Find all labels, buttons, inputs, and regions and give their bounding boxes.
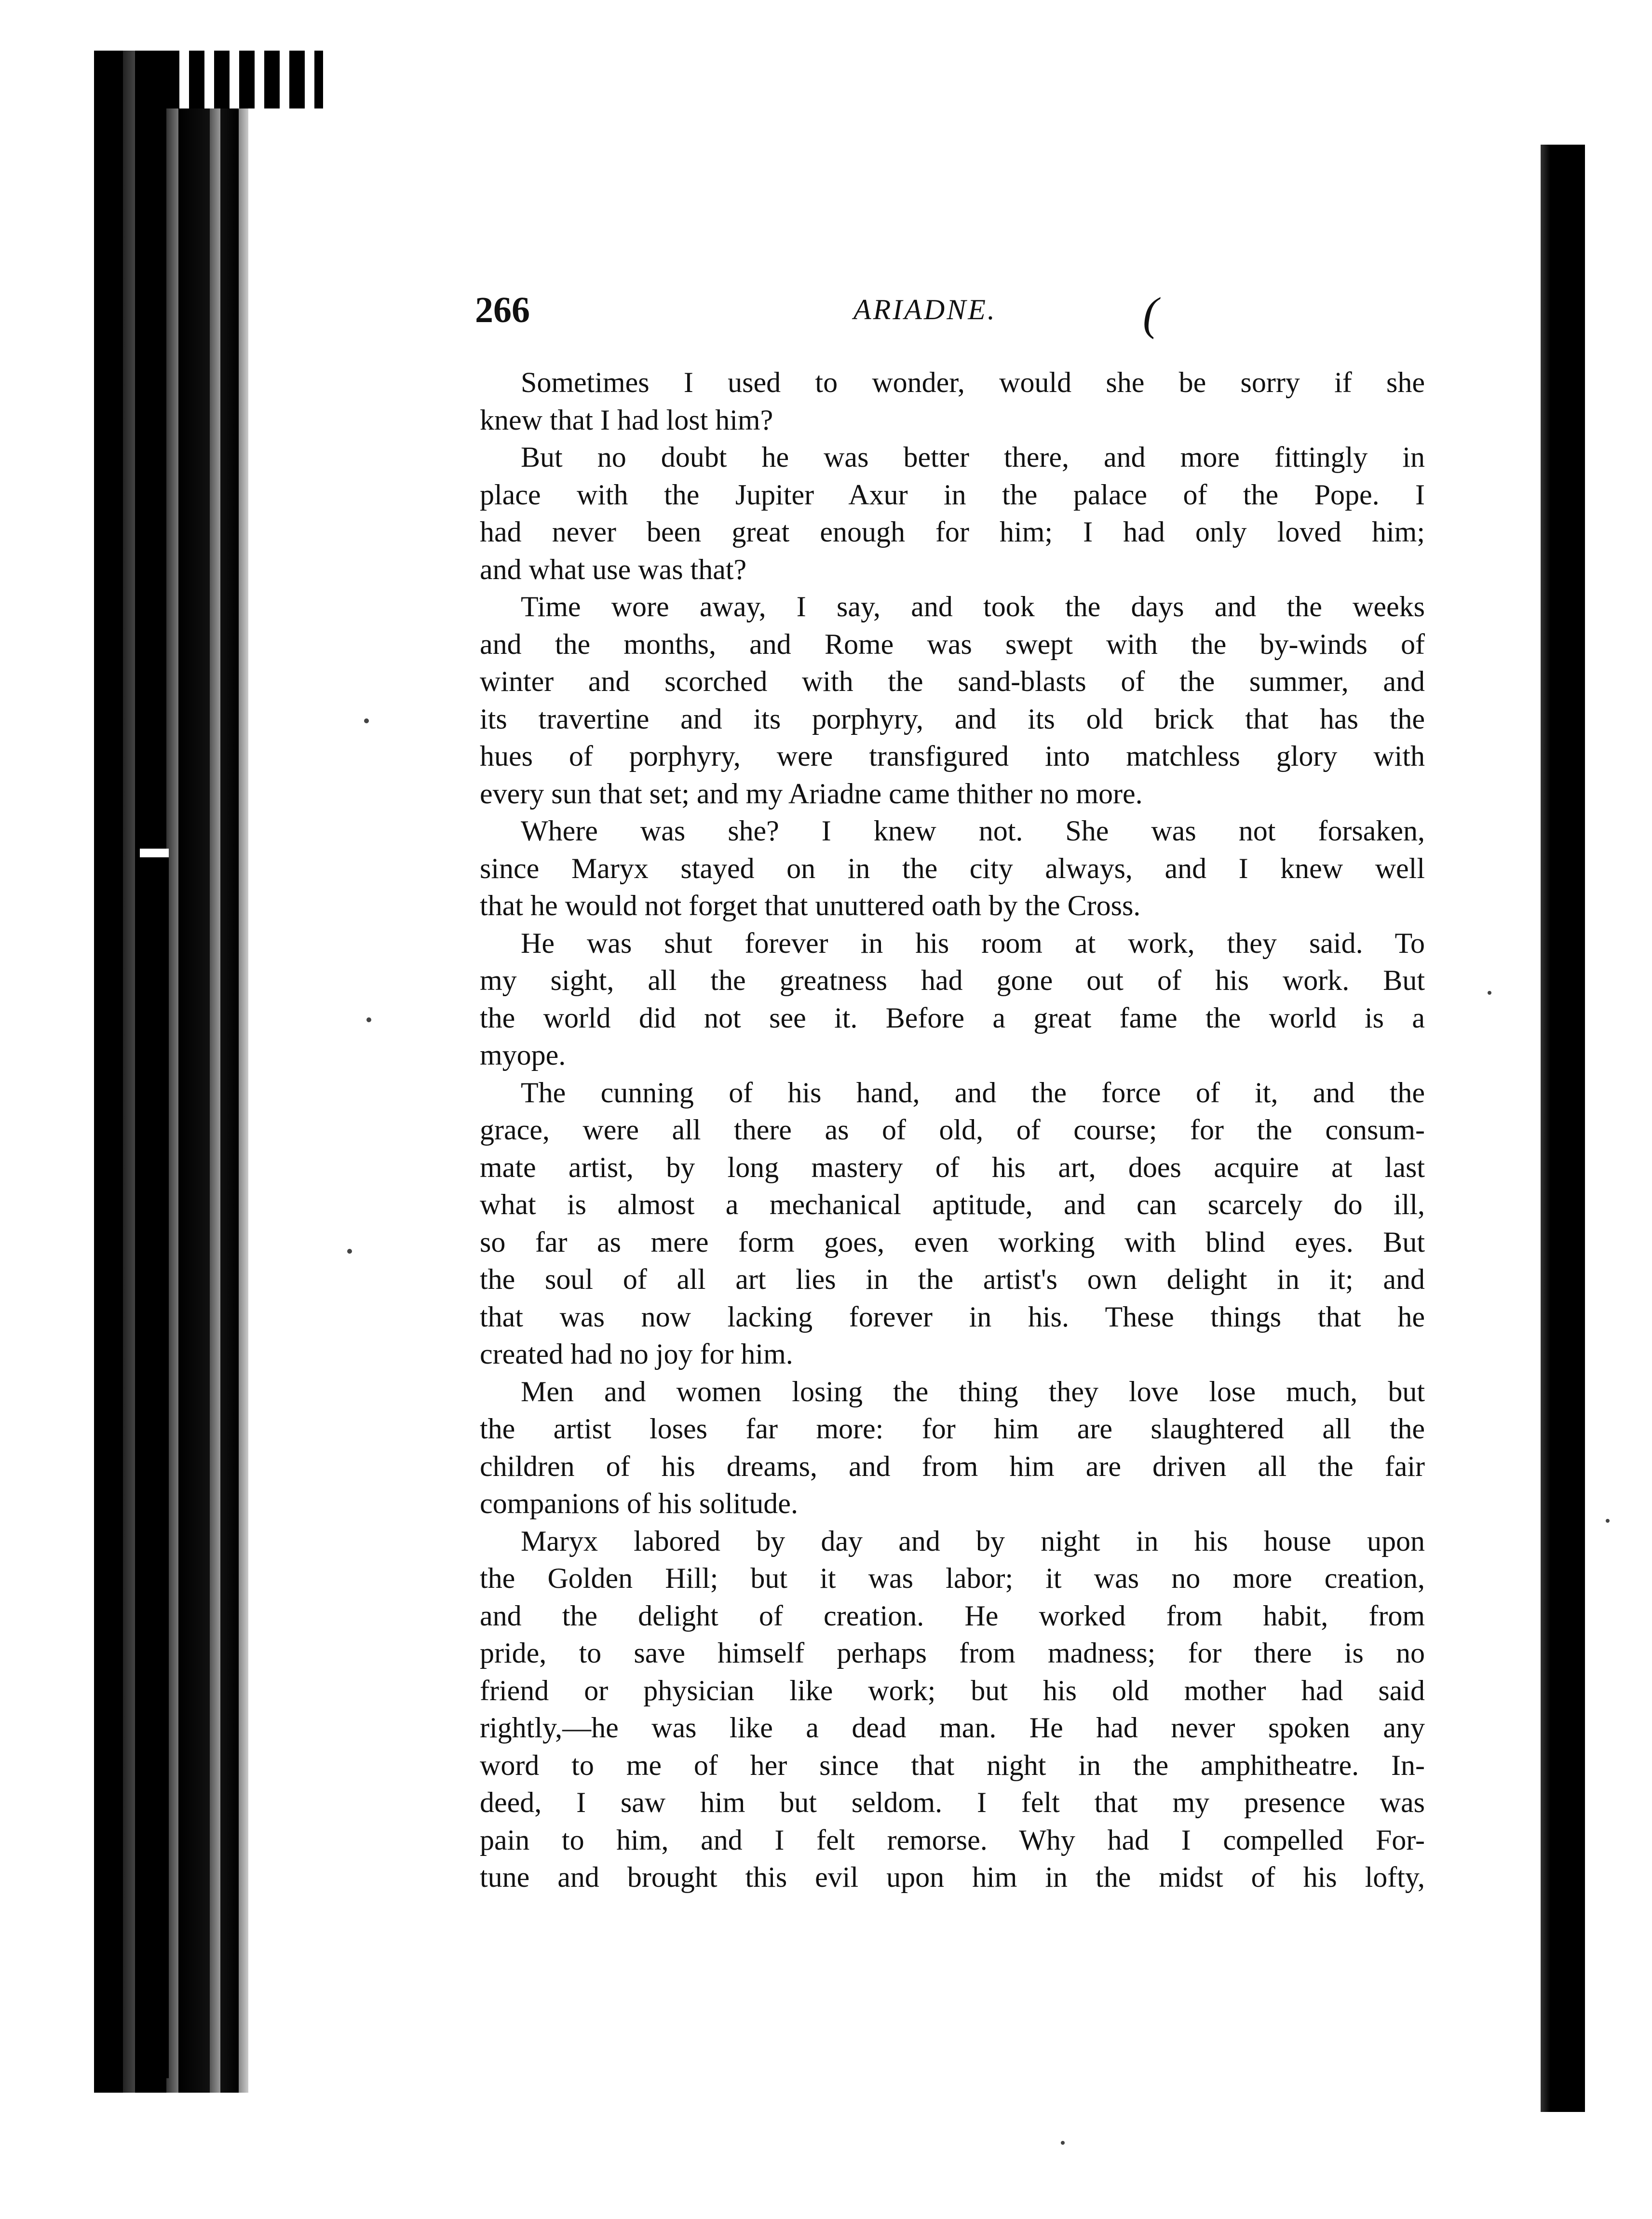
text-line: every sun that set; and my Ariadne came thither no more.: [480, 777, 1143, 810]
text-line: Men and women losing the thing they love lose much, but: [521, 1375, 1425, 1407]
text-line: deed, I saw him but seldom. I felt that my presence was: [480, 1786, 1425, 1818]
text-line: grace, were all there as of old, of course; for the consum-: [480, 1114, 1425, 1146]
text-line: children of his dreams, and from him are driven all the fair: [480, 1450, 1425, 1482]
text-line: knew that I had lost him?: [480, 404, 773, 436]
text-line: and what use was that?: [480, 553, 747, 585]
text-line: Time wore away, I say, and took the days and the weeks: [521, 591, 1425, 622]
text-line: mate artist, by long mastery of his art, does acquire at last: [480, 1151, 1425, 1183]
binding-shadow-left: [94, 51, 272, 2093]
text-line: created had no joy for him.: [480, 1338, 793, 1370]
text-line: that he would not forget that unuttered oath by the Cross.: [480, 890, 1141, 921]
text-line: the world did not see it. Before a great fame the world is a: [480, 1001, 1425, 1034]
text-line: pain to him, and I felt remorse. Why had I compelled For-: [480, 1824, 1425, 1856]
text-line: that was now lacking forever in his. These things that he: [480, 1300, 1425, 1333]
text-line: what is almost a mechanical aptitude, and can scarcely do ill,: [480, 1189, 1425, 1220]
body-text: [480, 364, 1425, 1896]
text-line: companions of his solitude.: [480, 1488, 798, 1519]
text-line: its travertine and its porphyry, and its old brick that has the: [480, 703, 1425, 735]
text-line: pride, to save himself perhaps from madness; for there is no: [480, 1637, 1425, 1669]
text-line: the Golden Hill; but it was labor; it was no more creation,: [480, 1562, 1425, 1594]
text-line: The cunning of his hand, and the force of it, and the: [521, 1076, 1425, 1109]
binding-strip-left: [140, 849, 169, 2078]
scan-speck: [347, 1249, 352, 1254]
text-line: myope.: [480, 1039, 566, 1071]
text-line: rightly,—he was like a dead man. He had never spoken any: [480, 1712, 1425, 1744]
page-header: [475, 289, 1439, 338]
text-line: word to me of her since that night in the amphitheatre. In-: [480, 1749, 1425, 1781]
text-line: tune and brought this evil upon him in the midst of his lofty,: [480, 1861, 1425, 1893]
binding-shadow-top: [164, 51, 323, 108]
text-line: friend or physician like work; but his old mother had said: [480, 1674, 1425, 1706]
text-line: hues of porphyry, were transfigured into matchless glory with: [480, 740, 1425, 772]
text-line: my sight, all the greatness had gone out of his work. But: [480, 964, 1425, 996]
text-line: But no doubt he was better there, and more fittingly in: [521, 441, 1425, 473]
text-line: the artist loses far more: for him are slaughtered all the: [480, 1413, 1425, 1445]
text-line: winter and scorched with the sand-blasts of the summer, and: [480, 665, 1425, 697]
binding-shadow-right: [1541, 145, 1585, 2112]
text-line: Sometimes I used to wonder, would she be sorry if she: [521, 366, 1425, 398]
text-line: Maryx labored by day and by night in his house upon: [521, 1525, 1425, 1557]
text-line: and the months, and Rome was swept with the by-winds of: [480, 628, 1425, 660]
text-line: so far as mere form goes, even working with blind eyes. But: [480, 1226, 1425, 1258]
text-line: place with the Jupiter Axur in the palace of the Pope. I: [480, 478, 1425, 511]
text-line: and the delight of creation. He worked from habit, from: [480, 1599, 1425, 1632]
text-line: Where was she? I knew not. She was not forsaken,: [521, 815, 1425, 847]
scan-speck: [1488, 991, 1491, 995]
scan-speck: [364, 718, 369, 723]
page-number: 266: [475, 290, 530, 330]
scan-speck: [366, 1017, 371, 1022]
binding-notch: [140, 849, 169, 857]
text-line: the soul of all art lies in the artist's own delight in it; and: [480, 1263, 1425, 1295]
scan-speck: [1606, 1519, 1610, 1523]
text-line: since Maryx stayed on in the city always, and I knew well: [480, 852, 1425, 884]
header-mark: (: [1143, 288, 1158, 339]
running-head: ARIADNE.: [853, 294, 997, 325]
text-line: had never been great enough for him; I had only loved him;: [480, 516, 1425, 548]
scan-speck: [1061, 2141, 1065, 2145]
text-line: He was shut forever in his room at work, they said. To: [521, 927, 1425, 959]
